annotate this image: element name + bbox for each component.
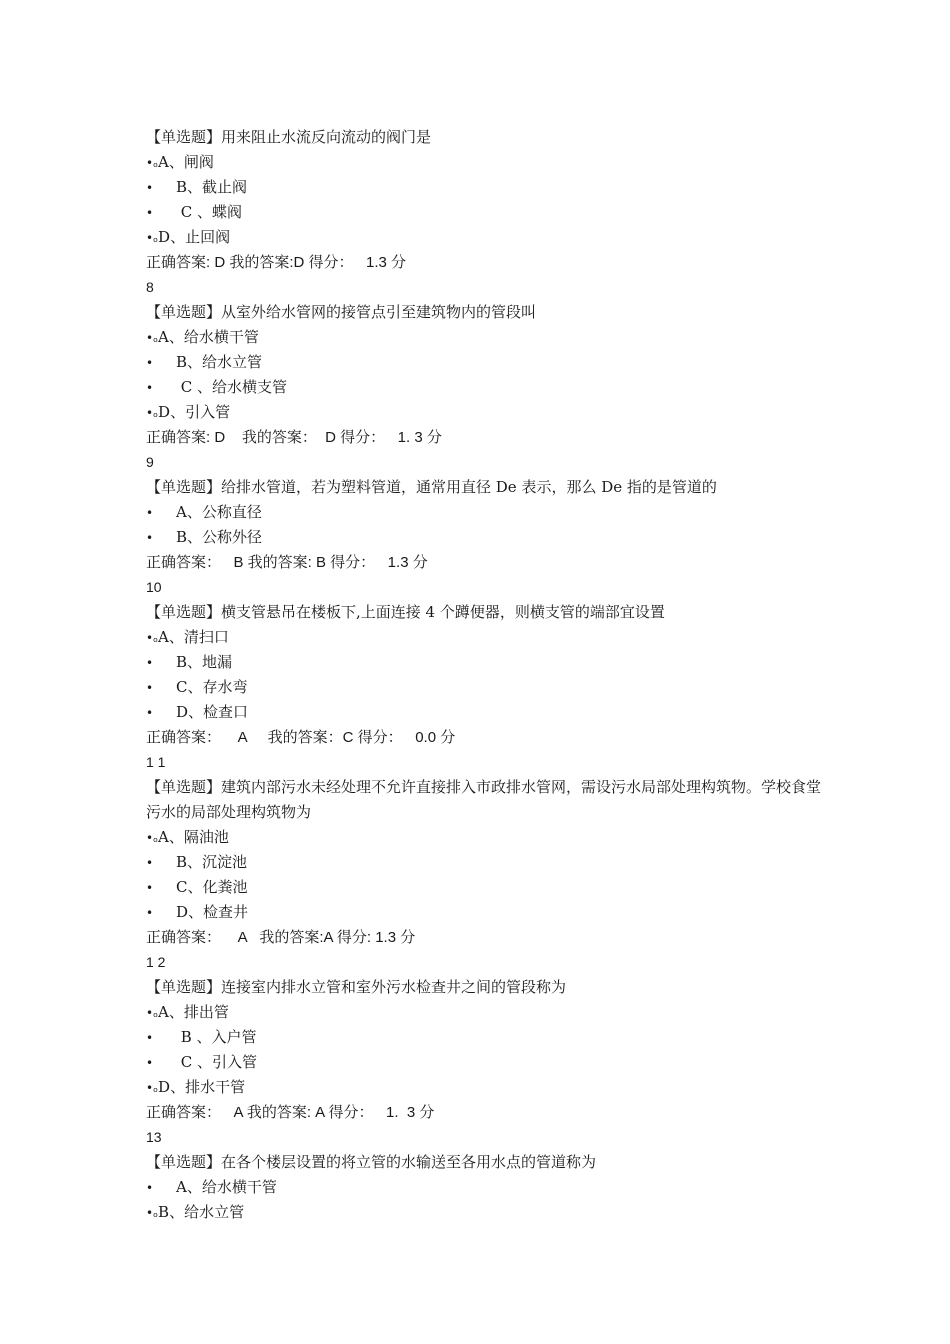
answer-line: 正确答案: D 我的答案:D 得分： 1.3 分 xyxy=(146,254,407,271)
question-text: 【单选题】横支管悬吊在楼板下,上面连接 4 个蹲便器，则横支管的端部宜设置 xyxy=(146,603,665,621)
question-text: 【单选题】建筑内部污水未经处理不允许直接排入市政排水管网，需设污水局部处理构筑物。学校食堂污水的局部处理构筑物为 xyxy=(146,778,822,821)
bullet-icon: • xyxy=(146,181,154,195)
selected-bullet-icon: •ₒ xyxy=(146,331,159,345)
answer-line: 正确答案： A 我的答案: A 得分： 1. 3 分 xyxy=(146,1104,435,1121)
option-item[interactable] xyxy=(146,1175,826,1200)
bullet-icon: • xyxy=(146,1056,154,1070)
question-text: 【单选题】连接室内排水立管和室外污水检查井之间的管段称为 xyxy=(146,978,567,996)
option-label: A、给水横干管 xyxy=(158,328,259,346)
selected-bullet-icon: •ₒ xyxy=(146,631,159,645)
option-item[interactable] xyxy=(146,850,826,875)
selected-bullet-icon: •ₒ xyxy=(146,1081,159,1095)
bullet-icon: • xyxy=(146,681,154,695)
selected-bullet-icon: •ₒ xyxy=(146,156,159,170)
option-item[interactable] xyxy=(146,1025,826,1050)
bullet-icon: • xyxy=(146,656,154,670)
selected-bullet-icon: •ₒ xyxy=(146,231,159,245)
option-label: A、清扫口 xyxy=(158,628,229,646)
option-label: D、止回阀 xyxy=(158,228,231,246)
option-label: B 、入户管 xyxy=(176,1028,257,1046)
option-item[interactable] xyxy=(146,200,826,225)
bullet-icon: • xyxy=(146,1031,154,1045)
option-label: B、给水立管 xyxy=(158,1203,245,1221)
option-item[interactable] xyxy=(146,675,826,700)
option-item[interactable] xyxy=(146,650,826,675)
option-item[interactable] xyxy=(146,875,826,900)
option-item[interactable] xyxy=(146,500,826,525)
option-label: C 、引入管 xyxy=(176,1053,258,1071)
bullet-icon: • xyxy=(146,881,154,895)
option-item[interactable] xyxy=(146,325,826,350)
question-block xyxy=(146,575,826,750)
option-item[interactable] xyxy=(146,1200,826,1225)
option-label: D、排水干管 xyxy=(158,1078,246,1096)
option-label: D、检查口 xyxy=(176,703,249,721)
option-label: B、沉淀池 xyxy=(176,853,248,871)
option-label: C 、给水横支管 xyxy=(176,378,288,396)
option-label: A、排出管 xyxy=(158,1003,229,1021)
question-text: 【单选题】用来阻止水流反向流动的阀门是 xyxy=(146,128,432,146)
option-item[interactable] xyxy=(146,150,826,175)
question-number: 1 2 xyxy=(146,954,166,970)
option-label: B、公称外径 xyxy=(176,528,263,546)
option-item[interactable] xyxy=(146,175,826,200)
option-label: B、地漏 xyxy=(176,653,233,671)
question-number: 9 xyxy=(146,454,154,470)
bullet-icon: • xyxy=(146,856,154,870)
option-label: C 、蝶阀 xyxy=(176,203,243,221)
answer-line: 正确答案： B 我的答案: B 得分： 1.3 分 xyxy=(146,554,428,571)
answer-line: 正确答案： A 我的答案:A 得分: 1.3 分 xyxy=(146,929,416,946)
question-number: 8 xyxy=(146,279,154,295)
option-item[interactable] xyxy=(146,700,826,725)
question-number: 10 xyxy=(146,579,162,595)
question-block xyxy=(146,275,826,450)
option-label: D、引入管 xyxy=(158,403,231,421)
option-item[interactable] xyxy=(146,375,826,400)
bullet-icon: • xyxy=(146,206,154,220)
option-item[interactable] xyxy=(146,1050,826,1075)
selected-bullet-icon: •ₒ xyxy=(146,1206,159,1220)
bullet-icon: • xyxy=(146,906,154,920)
option-label: A、隔油池 xyxy=(158,828,229,846)
question-block xyxy=(146,750,826,950)
option-item[interactable] xyxy=(146,225,826,250)
bullet-icon: • xyxy=(146,1181,154,1195)
option-label: B、给水立管 xyxy=(176,353,263,371)
bullet-icon: • xyxy=(146,506,154,520)
question-text: 【单选题】从室外给水管网的接管点引至建筑物内的管段叫 xyxy=(146,303,537,321)
answer-line: 正确答案： A 我的答案：C 得分： 0.0 分 xyxy=(146,729,456,746)
question-text: 【单选题】在各个楼层设置的将立管的水输送至各用水点的管道称为 xyxy=(146,1153,597,1171)
bullet-icon: • xyxy=(146,381,154,395)
question-block xyxy=(146,450,826,575)
option-label: A、公称直径 xyxy=(176,503,262,521)
option-item[interactable] xyxy=(146,1075,826,1100)
question-number: 13 xyxy=(146,1129,162,1145)
option-label: C、存水弯 xyxy=(176,678,248,696)
question-block xyxy=(146,125,826,275)
question-block xyxy=(146,1125,826,1225)
question-text: 【单选题】给排水管道，若为塑料管道，通常用直径 De 表示，那么 De 指的是管道的 xyxy=(146,478,717,496)
option-label: D、检查井 xyxy=(176,903,249,921)
option-item[interactable] xyxy=(146,350,826,375)
option-label: A、给水横干管 xyxy=(176,1178,277,1196)
option-item[interactable] xyxy=(146,400,826,425)
answer-line: 正确答案: D 我的答案： D 得分： 1. 3 分 xyxy=(146,429,442,446)
option-item[interactable] xyxy=(146,525,826,550)
selected-bullet-icon: •ₒ xyxy=(146,831,159,845)
option-item[interactable] xyxy=(146,1000,826,1025)
selected-bullet-icon: •ₒ xyxy=(146,406,159,420)
option-item[interactable] xyxy=(146,625,826,650)
document-page xyxy=(146,125,826,1225)
option-label: C、化粪池 xyxy=(176,878,248,896)
question-block xyxy=(146,950,826,1125)
question-number: 1 1 xyxy=(146,754,166,770)
bullet-icon: • xyxy=(146,706,154,720)
option-label: A、闸阀 xyxy=(158,153,214,171)
selected-bullet-icon: •ₒ xyxy=(146,1006,159,1020)
bullet-icon: • xyxy=(146,356,154,370)
option-item[interactable] xyxy=(146,900,826,925)
option-label: B、截止阀 xyxy=(176,178,248,196)
option-item[interactable] xyxy=(146,825,826,850)
bullet-icon: • xyxy=(146,531,154,545)
